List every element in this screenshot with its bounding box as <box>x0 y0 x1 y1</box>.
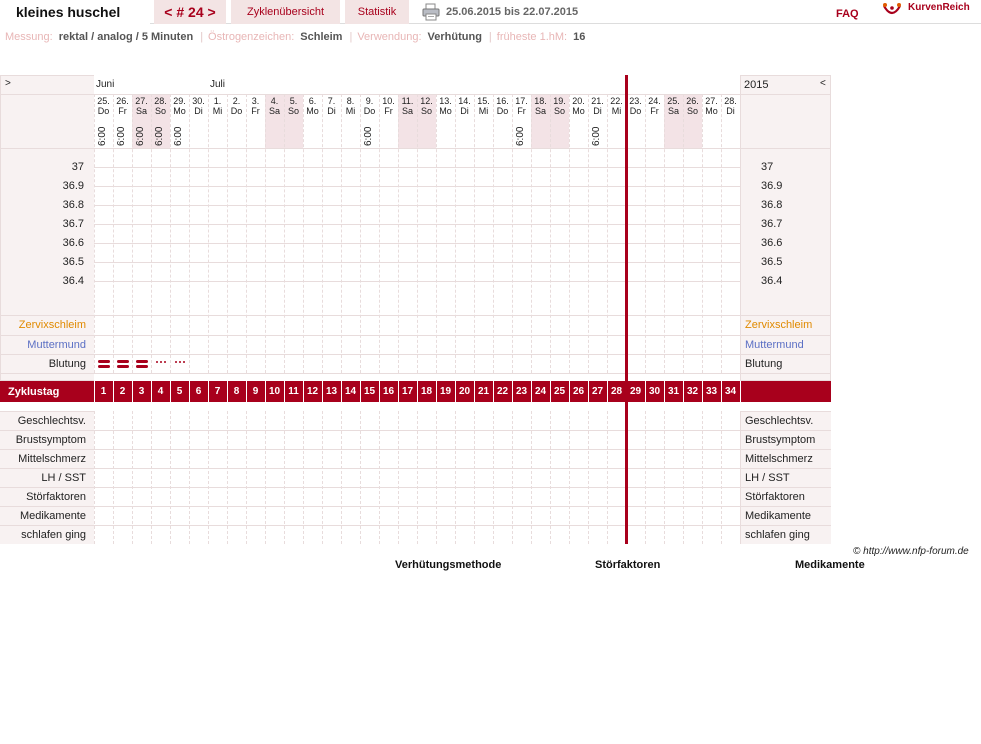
date-range: 25.06.2015 bis 22.07.2015 <box>446 6 579 18</box>
day-weekday: So <box>553 106 565 116</box>
measure-time: 6:00 <box>116 126 127 146</box>
cycle-day-number: 29 <box>629 386 642 397</box>
bottom-row-label-left: Störfaktoren <box>26 491 86 503</box>
temp-label-left: 36.7 <box>62 218 84 230</box>
day-weekday: Do <box>496 106 509 116</box>
grid-hline <box>0 449 831 450</box>
bleeding-light-dot <box>160 361 162 363</box>
day-date: 5. <box>289 96 298 106</box>
cycle-day-number: 21 <box>477 386 490 397</box>
bottom-row-label-left: Mittelschmerz <box>18 453 86 465</box>
bleeding-heavy-mark <box>136 360 148 363</box>
day-date: 18. <box>534 96 547 106</box>
grid-vline <box>493 94 494 373</box>
chart-nav-right[interactable]: < <box>820 78 826 89</box>
bleeding-heavy-mark <box>136 365 148 368</box>
grid-vline <box>113 94 114 373</box>
day-weekday: Fr <box>384 106 393 116</box>
day-date: 29. <box>173 96 186 106</box>
temp-label-left: 36.5 <box>62 256 84 268</box>
day-date: 28. <box>724 96 737 106</box>
day-date: 9. <box>365 96 374 106</box>
right-panel-border <box>740 411 741 544</box>
grid-vline <box>360 94 361 373</box>
day-weekday: Do <box>629 106 642 116</box>
day-date: 3. <box>251 96 260 106</box>
grid-vline <box>189 94 190 373</box>
earliest-hm-value: 16 <box>573 31 586 43</box>
grid-hline <box>0 373 831 374</box>
muttermund-label-left: Muttermund <box>27 339 86 351</box>
grid-vline <box>455 94 456 373</box>
cycle-day-number: 32 <box>686 386 699 397</box>
messung-label: Messung: <box>5 31 53 43</box>
grid-vline <box>645 94 646 373</box>
cycle-day-number: 4 <box>157 386 164 397</box>
cycle-day-number: 6 <box>195 386 202 397</box>
cycle-day-number: 9 <box>252 386 259 397</box>
grid-hline <box>0 335 831 336</box>
day-weekday: Di <box>460 106 469 116</box>
bleeding-heavy-mark <box>117 360 129 363</box>
bleeding-light-dot <box>183 361 185 363</box>
bottom-row-label-right: LH / SST <box>745 472 790 484</box>
day-weekday: Do <box>363 106 376 116</box>
day-weekday: Fr <box>517 106 526 116</box>
kurvenreich-logo[interactable] <box>880 0 981 24</box>
grid-vline <box>303 94 304 373</box>
month-label: Juni <box>96 79 115 90</box>
day-weekday: Di <box>726 106 735 116</box>
temp-label-right: 37 <box>761 161 774 173</box>
cycle-day-number: 22 <box>496 386 509 397</box>
cycle-day-number: 12 <box>306 386 319 397</box>
grid-vline <box>265 94 266 373</box>
day-weekday: Sa <box>534 106 546 116</box>
month-label: Juli <box>210 79 226 90</box>
temp-gridline <box>94 167 740 168</box>
day-date: 8. <box>346 96 355 106</box>
day-weekday: Sa <box>667 106 679 116</box>
legend-medication: Medikamente <box>795 559 865 571</box>
bottom-row-label-left: Medikamente <box>19 510 86 522</box>
cycle-day-number: 11 <box>288 386 299 397</box>
measure-time: 6:00 <box>135 126 146 146</box>
day-weekday: Mo <box>439 106 452 116</box>
grid-vline <box>341 94 342 373</box>
grid-vline <box>417 94 418 373</box>
cycle-day-number: 30 <box>648 386 661 397</box>
cycle-day-number: 13 <box>325 386 338 397</box>
cycle-day-number: 15 <box>363 386 376 397</box>
temp-label-right: 36.9 <box>761 180 783 192</box>
bleeding-light-dot <box>179 361 181 363</box>
cycle-day-number: 10 <box>268 386 281 397</box>
cycle-day-number: 25 <box>553 386 566 397</box>
day-date: 15. <box>477 96 490 106</box>
temp-gridline <box>94 281 740 282</box>
grid-vline <box>132 94 133 373</box>
cycle-prev-button[interactable]: < <box>164 4 173 20</box>
cycle-day-number: 23 <box>515 386 528 397</box>
cycle-day-number: 17 <box>401 386 414 397</box>
day-weekday: Fr <box>251 106 260 116</box>
bleeding-heavy-mark <box>98 365 110 368</box>
day-weekday: Mo <box>572 106 585 116</box>
muttermund-label-right: Muttermund <box>745 339 804 351</box>
cycle-day-number: 31 <box>667 386 680 397</box>
bottom-row-label-left: Brustsymptom <box>15 434 86 446</box>
temp-label-right: 36.8 <box>761 199 783 211</box>
logo-text: KurvenReich <box>908 2 970 13</box>
today-marker-line <box>625 75 628 544</box>
temp-label-right: 36.4 <box>761 275 783 287</box>
grid-vline <box>683 94 684 373</box>
grid-vline <box>151 94 152 373</box>
bottom-row-label-right: Medikamente <box>745 510 812 522</box>
zervixschleim-label-left: Zervixschleim <box>18 319 86 331</box>
cycle-chart <box>0 75 831 545</box>
legend-contraception-method: Verhütungsmethode <box>395 559 502 571</box>
day-weekday: Mi <box>611 106 622 116</box>
day-weekday: Fr <box>650 106 659 116</box>
temp-label-left: 37 <box>71 161 84 173</box>
day-weekday: So <box>420 106 432 116</box>
grid-vline <box>94 94 95 373</box>
cycle-number: # 24 <box>176 4 204 20</box>
grid-hline <box>0 525 831 526</box>
day-date: 12. <box>420 96 433 106</box>
grid-vline <box>607 94 608 373</box>
bleeding-light-dot <box>164 361 166 363</box>
measure-time: 6:00 <box>97 126 108 146</box>
cycle-day-number: 2 <box>119 386 126 397</box>
blutung-label-right: Blutung <box>745 358 783 370</box>
day-weekday: Fr <box>118 106 127 116</box>
bleeding-light-dot <box>175 361 177 363</box>
grid-vline <box>721 94 722 373</box>
day-date: 25. <box>97 96 110 106</box>
day-weekday: Di <box>194 106 203 116</box>
day-weekday: Do <box>97 106 110 116</box>
day-date: 28. <box>154 96 167 106</box>
cycle-day-number: 1 <box>100 386 107 397</box>
bottom-row-label-left: LH / SST <box>41 472 86 484</box>
cycle-day-number: 3 <box>138 386 145 397</box>
zervixschleim-label-right: Zervixschleim <box>745 319 813 331</box>
bleeding-light-dot <box>156 361 158 363</box>
grid-vline <box>227 94 228 373</box>
grid-vline <box>398 94 399 373</box>
oestrogen-value: Schleim <box>300 31 343 43</box>
measure-time: 6:00 <box>591 126 602 146</box>
cycle-day-number: 20 <box>458 386 471 397</box>
day-weekday: Sa <box>268 106 280 116</box>
cycle-next-button[interactable]: > <box>207 4 216 20</box>
day-weekday: Mi <box>345 106 356 116</box>
temp-label-left: 36.9 <box>62 180 84 192</box>
measurement-info: Messung: rektal / analog / 5 Minuten | Östrogenzeichen: Schleim | Verwendung: Verhütung | früheste 1.hM: 16 <box>5 31 586 43</box>
verwendung-value: Verhütung <box>427 31 482 43</box>
username: kleines huschel <box>0 0 150 24</box>
day-weekday: Mo <box>705 106 718 116</box>
day-weekday: Mi <box>212 106 223 116</box>
grid-hline <box>0 94 831 95</box>
day-date: 10. <box>382 96 395 106</box>
bottom-row-label-left: schlafen ging <box>21 529 86 541</box>
day-date: 4. <box>270 96 279 106</box>
grid-vline <box>284 94 285 373</box>
day-weekday: Di <box>593 106 602 116</box>
day-weekday: So <box>287 106 299 116</box>
day-date: 19. <box>553 96 566 106</box>
cycle-day-number: 8 <box>233 386 240 397</box>
day-date: 27. <box>135 96 148 106</box>
temp-label-right: 36.5 <box>761 256 783 268</box>
grid-vline <box>664 94 665 373</box>
day-weekday: Sa <box>401 106 413 116</box>
printer-icon[interactable] <box>422 3 440 21</box>
tab-cycle-overview[interactable]: Zyklenübersicht <box>231 0 340 24</box>
cycle-day-number: 33 <box>705 386 718 397</box>
oestrogen-label: Östrogenzeichen: <box>208 31 295 43</box>
grid-vline <box>322 94 323 373</box>
messung-value: rektal / analog / 5 Minuten <box>58 31 194 43</box>
day-weekday: Mi <box>478 106 489 116</box>
bottom-row-label-left: Geschlechtsv. <box>17 415 86 427</box>
cycle-day-label: Zyklustag <box>8 386 60 398</box>
cycle-day-number: 7 <box>214 386 221 397</box>
day-date: 6. <box>308 96 317 106</box>
cycle-day-number: 14 <box>344 386 357 397</box>
day-weekday: Sa <box>135 106 147 116</box>
cycle-day-number: 19 <box>439 386 452 397</box>
cycle-day-number: 18 <box>420 386 433 397</box>
measure-time: 6:00 <box>515 126 526 146</box>
cycle-day-number: 34 <box>724 386 737 397</box>
day-weekday: So <box>154 106 166 116</box>
day-date: 23. <box>629 96 642 106</box>
temp-label-left: 36.8 <box>62 199 84 211</box>
copyright: © http://www.nfp-forum.de <box>853 546 969 557</box>
verwendung-label: Verwendung: <box>357 31 422 43</box>
day-date: 26. <box>116 96 129 106</box>
day-weekday: Do <box>230 106 243 116</box>
temp-label-right: 36.7 <box>761 218 783 230</box>
temp-label-left: 36.4 <box>62 275 84 287</box>
day-date: 13. <box>439 96 452 106</box>
bleeding-heavy-mark <box>98 360 110 363</box>
day-date: 7. <box>327 96 336 106</box>
bottom-row-label-right: Geschlechtsv. <box>745 415 814 427</box>
grid-vline <box>588 94 589 373</box>
cycle-day-number: 24 <box>534 386 547 397</box>
legend-disturbances: Störfaktoren <box>595 559 661 571</box>
earliest-hm-label: früheste 1.hM: <box>496 31 568 43</box>
grid-vline <box>170 94 171 373</box>
day-date: 22. <box>610 96 623 106</box>
bleeding-heavy-mark <box>117 365 129 368</box>
day-date: 30. <box>192 96 205 106</box>
measure-time: 6:00 <box>363 126 374 146</box>
day-date: 26. <box>686 96 699 106</box>
top-bar <box>0 0 981 24</box>
grid-vline <box>379 94 380 373</box>
grid-vline <box>550 94 551 373</box>
day-weekday: Di <box>327 106 336 116</box>
temp-gridline <box>94 186 740 187</box>
day-date: 11. <box>401 96 414 106</box>
day-date: 16. <box>496 96 509 106</box>
day-date: 24. <box>648 96 661 106</box>
day-date: 14. <box>458 96 471 106</box>
bottom-row-label-right: schlafen ging <box>745 529 810 541</box>
day-date: 2. <box>232 96 241 106</box>
bottom-row-label-right: Brustsymptom <box>745 434 816 446</box>
grid-vline <box>208 94 209 373</box>
grid-vline <box>702 94 703 373</box>
grid-hline <box>0 148 831 149</box>
chart-nav-left[interactable]: > <box>5 78 11 89</box>
cycle-day-number: 26 <box>572 386 585 397</box>
bottom-row-label-right: Mittelschmerz <box>745 453 813 465</box>
cycle-day-number: 5 <box>176 386 183 397</box>
temp-gridline <box>94 224 740 225</box>
cycle-day-number: 16 <box>382 386 395 397</box>
temp-label-left: 36.6 <box>62 237 84 249</box>
grid-vline <box>512 94 513 373</box>
cycle-day-divider <box>740 381 741 402</box>
bottom-row-label-right: Störfaktoren <box>745 491 805 503</box>
blutung-label-left: Blutung <box>48 358 86 370</box>
grid-hline <box>0 468 831 469</box>
grid-hline <box>0 354 831 355</box>
tab-statistics[interactable]: Statistik <box>345 0 409 24</box>
year-label: 2015 <box>744 79 769 91</box>
temp-gridline <box>94 262 740 263</box>
grid-hline <box>0 315 831 316</box>
grid-vline <box>436 94 437 373</box>
grid-hline <box>0 506 831 507</box>
temp-label-right: 36.6 <box>761 237 783 249</box>
day-date: 27. <box>705 96 718 106</box>
faq-link[interactable]: FAQ <box>836 8 859 20</box>
grid-vline <box>246 94 247 373</box>
cycle-day-number: 27 <box>591 386 604 397</box>
logo-icon <box>882 2 902 18</box>
grid-hline <box>0 430 831 431</box>
day-weekday: Mo <box>173 106 186 116</box>
measure-time: 6:00 <box>173 126 184 146</box>
grid-vline <box>569 94 570 373</box>
day-weekday: So <box>686 106 698 116</box>
right-panel-border <box>740 75 741 381</box>
measure-time: 6:00 <box>154 126 165 146</box>
day-date: 1. <box>213 96 222 106</box>
day-date: 25. <box>667 96 680 106</box>
day-weekday: Mo <box>306 106 319 116</box>
day-date: 17. <box>515 96 528 106</box>
temp-gridline <box>94 205 740 206</box>
cycle-navigator <box>154 0 226 24</box>
grid-vline <box>531 94 532 373</box>
day-date: 21. <box>591 96 604 106</box>
day-date: 20. <box>572 96 585 106</box>
temp-gridline <box>94 243 740 244</box>
cycle-day-number: 28 <box>610 386 623 397</box>
grid-hline <box>0 487 831 488</box>
grid-vline <box>474 94 475 373</box>
